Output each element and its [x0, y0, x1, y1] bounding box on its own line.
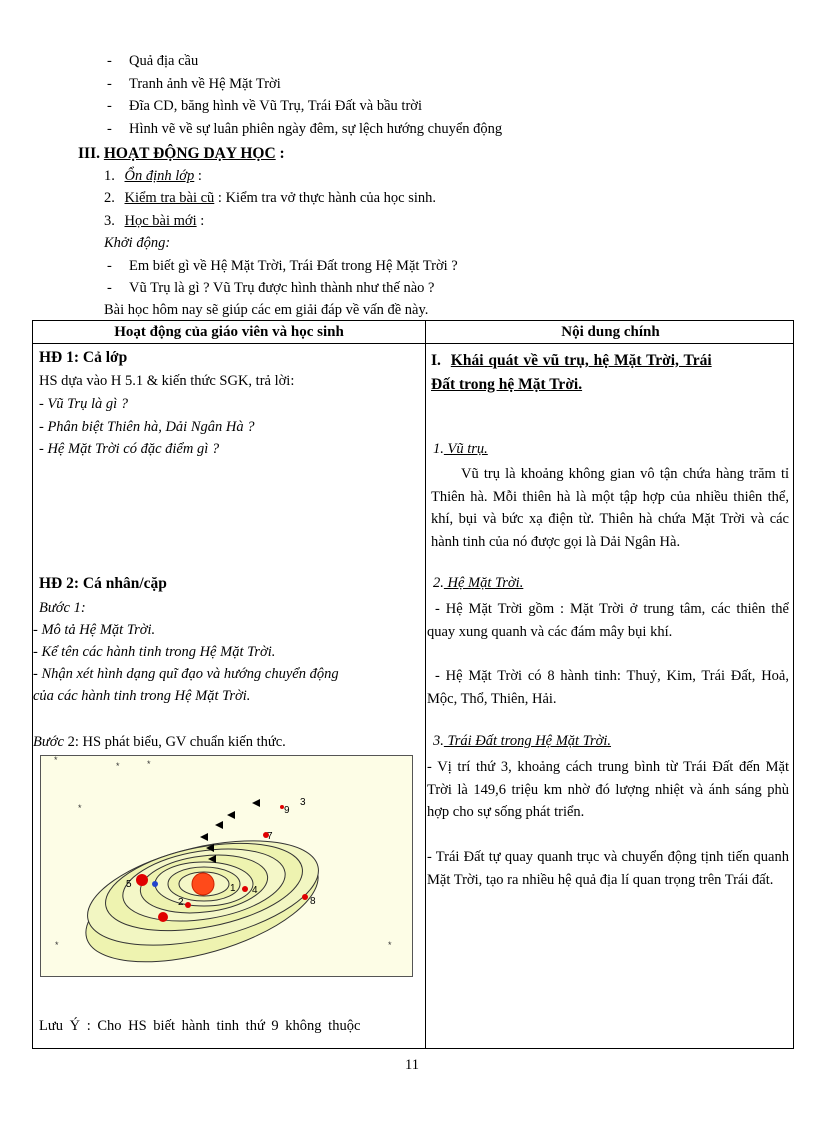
star-icon: * [388, 940, 392, 950]
bullet-dash: - [107, 98, 112, 114]
warmup-closing: Bài học hôm nay sẽ giúp các em giải đáp về vấn đề này. [104, 302, 429, 318]
column-divider [425, 321, 426, 1048]
subsection-title: Hệ Mặt Trời. [443, 575, 524, 591]
bullet-dash: - [107, 76, 112, 92]
step-number: 3. [104, 213, 115, 229]
warmup-title: Khởi động: [104, 235, 171, 251]
solar-system-diagram [40, 755, 413, 977]
step-number: 1. [104, 168, 115, 184]
star-icon: * [55, 940, 59, 950]
step2-text [33, 734, 286, 751]
note-text: Lưu Ý : Cho HS biết hành tinh thứ 9 không thuộc [39, 1018, 361, 1034]
planet-label: 5 [126, 879, 132, 890]
solar-system-paragraph-2: - Hệ Mặt Trời có 8 hành tinh: Thuỷ, Kim, Trái Đất, Hoả, Mộc, Thổ, Thiên, Hải. [427, 668, 789, 707]
step2-label: Bước [33, 734, 64, 750]
step1-item: của các hành tinh trong Hệ Mặt Trời. [33, 688, 251, 704]
star-icon: * [54, 755, 58, 765]
hd1-question: - Phân biệt Thiên hà, Dải Ngân Hà ? [39, 419, 255, 435]
content-section-title [431, 349, 791, 397]
step1-item: - Mô tả Hệ Mặt Trời. [33, 622, 156, 638]
step-item [104, 190, 436, 207]
planet-label: 1 [230, 883, 236, 894]
warmup-item: Vũ Trụ là gì ? Vũ Trụ được hình thành như thế nào ? [129, 280, 435, 296]
step-rest: : Kiểm tra vở thực hành của học sinh. [214, 190, 436, 206]
bullet-dash: - [107, 121, 112, 137]
subsection-title: Vũ trụ. [443, 441, 488, 457]
hd1-title: HĐ 1: Cả lớp [39, 349, 128, 366]
subsection-number: 1. [433, 441, 444, 457]
planet-label: 9 [284, 805, 290, 816]
step-label: Ổn định lớp [124, 168, 195, 184]
material-item: Quả địa cầu [129, 53, 199, 69]
step2-body: 2: HS phát biểu, GV chuẩn kiến thức. [63, 734, 286, 750]
hd1-intro: HS dựa vào H 5.1 & kiến thức SGK, trả lời: [39, 373, 295, 389]
step1-item: - Kể tên các hành tinh trong Hệ Mặt Trời. [33, 644, 276, 660]
planet-label: 4 [252, 885, 258, 896]
planet-icon [152, 881, 158, 887]
column-header-activities: Hoạt động của giáo viên và học sinh [114, 324, 344, 340]
subsection-number: 3. [433, 733, 444, 749]
section-number: III. [78, 145, 100, 162]
planet-icon [158, 912, 168, 922]
step1-item: - Nhận xét hình dạng quĩ đạo và hướng chuyển động [33, 666, 339, 682]
planet-icon [185, 902, 191, 908]
star-icon: * [116, 761, 120, 771]
earth-paragraph-2: - Trái Đất tự quay quanh trục và chuyển động tịnh tiến quanh Mặt Trời, tạo ra nhiều hệ quả địa lí quan trọng trên Trái đất. [427, 849, 789, 888]
planet-label: 3 [300, 797, 306, 808]
step-rest: : [196, 213, 205, 229]
solar-system-paragraph-1: - Hệ Mặt Trời gồm : Mặt Trời ở trung tâm, các thiên thể quay xung quanh và các đám mây bụi khí. [427, 601, 789, 640]
material-item: Tranh ảnh về Hệ Mặt Trời [129, 76, 281, 92]
content-section-title-line1: Khái quát về vũ trụ, hệ Mặt Trời, Trái [450, 352, 712, 369]
universe-paragraph: Vũ trụ là khoảng không gian vô tận chứa hàng trăm tỉ Thiên hà. Mỗi thiên hà là một tập hợp của nhiều thiên thể, khí, bụi và bức xạ điện từ. Thiên hà chứa Mặt Trời và các hành tinh của nó được gọi là Dải Ngân Hà. [431, 466, 789, 550]
subsection-universe-heading [433, 441, 488, 458]
section-colon: : [279, 145, 285, 162]
step-label: Học bài mới [124, 213, 197, 229]
content-section-title-line2: Đất trong hệ Mặt Trời. [431, 376, 583, 393]
content-section-number: I. [431, 352, 441, 369]
bullet-dash: - [107, 53, 112, 69]
subsection-number: 2. [433, 575, 444, 591]
bullet-dash: - [107, 258, 112, 274]
hd1-question: - Hệ Mặt Trời có đặc điểm gì ? [39, 441, 220, 457]
hd1-question: - Vũ Trụ là gì ? [39, 396, 129, 412]
planet-label: 7 [267, 831, 273, 842]
section-heading [78, 145, 285, 163]
step-item [104, 168, 202, 185]
earth-paragraph-1: - Vị trí thứ 3, khoảng cách trung bình từ Trái Đất đến Mặt Trời là 149,6 triệu km nhờ đó lượng nhiệt và ánh sáng phù hợp cho sự sống phát triển. [427, 759, 789, 820]
sun-icon [192, 873, 214, 895]
planet-icon [302, 894, 308, 900]
planet-icon [136, 874, 148, 886]
material-item: Đĩa CD, băng hình về Vũ Trụ, Trái Đất và bầu trời [129, 98, 422, 114]
hd2-title: HĐ 2: Cá nhân/cặp [39, 575, 167, 592]
planet-icon [242, 886, 248, 892]
step-item [104, 213, 204, 230]
section-title: HOẠT ĐỘNG DẠY HỌC [103, 145, 276, 162]
page-number: 11 [405, 1057, 419, 1073]
material-item: Hình vẽ về sự luân phiên ngày đêm, sự lệch hướng chuyển động [129, 121, 503, 137]
planet-label: 2 [178, 897, 184, 908]
column-header-content: Nội dung chính [561, 324, 660, 340]
planet-label: 8 [310, 896, 316, 907]
warmup-item: Em biết gì về Hệ Mặt Trời, Trái Đất trong Hệ Mặt Trời ? [129, 258, 458, 274]
step-number: 2. [104, 190, 115, 206]
step-rest: : [194, 168, 202, 184]
subsection-earth-heading [433, 733, 611, 750]
step-label: Kiểm tra bài cũ [124, 190, 215, 206]
header-divider [33, 343, 793, 344]
bullet-dash: - [107, 280, 112, 296]
step1-label: Bước 1: [39, 600, 86, 616]
subsection-solar-system-heading [433, 575, 523, 592]
subsection-title: Trái Đất trong Hệ Mặt Trời. [443, 733, 612, 749]
star-icon: * [147, 759, 151, 769]
star-icon: * [78, 803, 82, 813]
